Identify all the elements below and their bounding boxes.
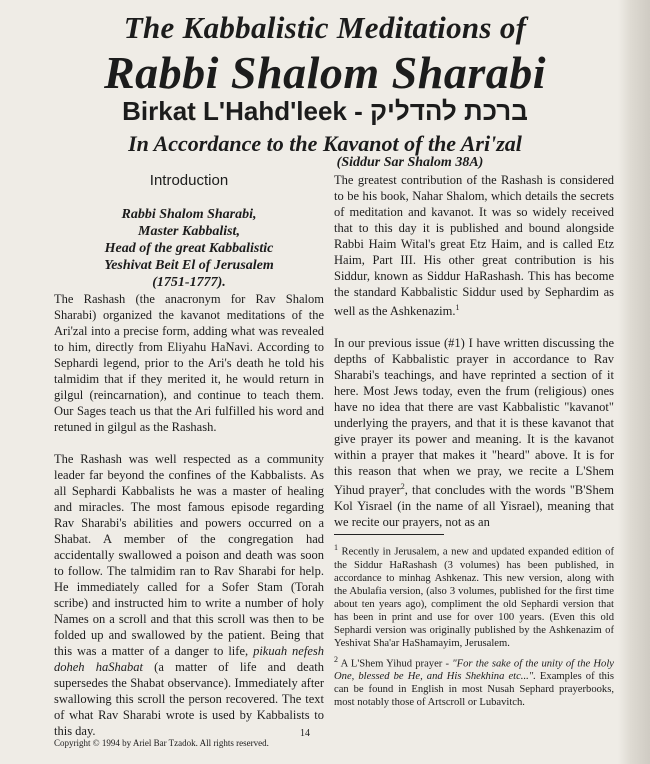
copyright-notice: Copyright © 1994 by Ariel Bar Tzadok. All rights reserved. xyxy=(54,738,269,748)
source-reference: (Siddur Sar Shalom 38A) xyxy=(336,155,484,170)
paragraph-text: , that concludes with the words "B'Shem Kol Yisrael (in the name of all Yisrael), meaning that we recite our prayers, not as an xyxy=(334,483,614,530)
footnote-ref: 2 xyxy=(400,482,405,492)
byline-line: Rabbi Shalom Sharabi, xyxy=(121,207,257,222)
byline-line: Yeshivat Beit El of Jerusalem xyxy=(104,258,274,273)
footnote-ref: 1 xyxy=(455,303,460,312)
byline-line: Master Kabbalist, xyxy=(138,224,240,239)
footnote xyxy=(334,653,614,710)
paragraph xyxy=(54,451,324,739)
paragraph: The Rashash (the anacronym for Rav Shalom Sharabi) organized the kavanot meditations of the Ari'zal into a precise form, adding what was revealed to him, directly from Eliyahu HaNavi. According to Sephardi legend, prior to the Ari's death he told his talmidim that if they merited it, he would return in gilgul (reincarnation), and continue to teach them. Our Sages teach us that the Ari fulfilled his word and retuned in gilgul as the Rashash. xyxy=(54,292,324,434)
left-column xyxy=(54,172,324,739)
title-line-2: Rabbi Shalom Sharabi xyxy=(103,47,547,98)
footnote-text: Recently in Jerusalem, a new and updated expanded edition of the Siddur HaRashash (3 volumes) has been published, in accordance to minhag Ashkenaz. This new version, along with the Abulafia version, (also 3 volumes, published for the first time about ten years ago), compliment the old Sephardi version that has been in print and use for over 100 years. (Even this old Sephardi version was originally published by the Ashkenazim of Yeshivat Sha'ar HaShamayim, Jerusalem. xyxy=(334,546,614,649)
title-line-3: Birkat L'Hahd'leek - ברכת להדליק xyxy=(122,96,528,126)
footnote-text: A L'Shem Yihud prayer - xyxy=(338,658,453,670)
footnote-italic-text: "For the sake of the unity of the Holy One, blessed be He, and His Shekhina etc...". xyxy=(334,658,614,683)
byline-line: Head of the great Kabbalistic xyxy=(104,241,274,256)
right-column xyxy=(334,172,614,712)
footnote-divider xyxy=(334,534,444,535)
paragraph xyxy=(334,172,614,319)
footnote-number: 1 xyxy=(334,543,338,553)
byline xyxy=(54,206,324,291)
subtitle: In Accordance to the Kavanot of the Ari'zal xyxy=(128,131,522,156)
paragraph-text: (a matter of life and death supersedes the Shabat observance). Immediately after swallowing this scroll the person recovered. The text of what Rav Sharabi wrote is used by Kabbalists to this day. xyxy=(54,660,325,738)
byline-line: (1751-1777). xyxy=(152,275,226,290)
paragraph xyxy=(334,335,614,530)
footnote-text: Examples of this can be found in English in most Nusah Sephard prayerbooks, most notably those of Artscroll or Lubavitch. xyxy=(334,671,614,709)
title-line-1: The Kabbalistic Meditations of xyxy=(123,10,527,45)
paragraph-italic-text: pikuah nefesh doheh haShabat xyxy=(54,644,324,674)
paragraph-text: The Rashash was well respected as a community leader far beyond the confines of the Kabbalists. As all Sephardi Kabbalists he was a master of healing and miracles. The most famous episode regarding Rav Sharabi's abilities and powers occurred on a Shabat. A member of the congregation had accidentally swallowed a poison and death was soon to follow. The talmidim ran to Rav Sharabi for help. He immediately called for a Sofer Stam (Torah scribe) and instructed him to write a number of holy Names on a scroll and that this scroll was then to be folded up and swallowed by the patient. Being that this was a matter of a danger to life, xyxy=(54,452,324,658)
section-heading-introduction: Introduction xyxy=(149,172,229,189)
page-number: 14 xyxy=(300,728,310,739)
paragraph-text: In our previous issue (#1) I have written discussing the depths of Kabbalistic prayer in accordance to Rav Sharabi's teachings, and have reprinted a section of it here. Most Jews today, even the frum (religious) ones have no idea that there are vast Kabbalistic "kavanot" underlying the prayers, and that it is these kavanot that give prayer its power and meaning. It is the kavanot within a prayer that makes it "heard" above. It is for this reason that when we pray, we recite a L'Shem Yihud prayer xyxy=(334,336,614,498)
footnote-number: 2 xyxy=(334,654,338,664)
paragraph-text: The greatest contribution of the Rashash is considered to be his book, Nahar Shalom, which details the secrets of meditation and kavanot. It was so widely received that to this day it is published and bound alongside Rabbi Haim Wital's great Etz Haim, and is called Etz Haim, Part III. His other great contribution is his Siddur, known as Siddur HaRashash. This has become the standard Kabbalistic Siddur used by Sephardim as well as the Ashkenazim. xyxy=(334,173,614,319)
footnote xyxy=(334,541,614,650)
